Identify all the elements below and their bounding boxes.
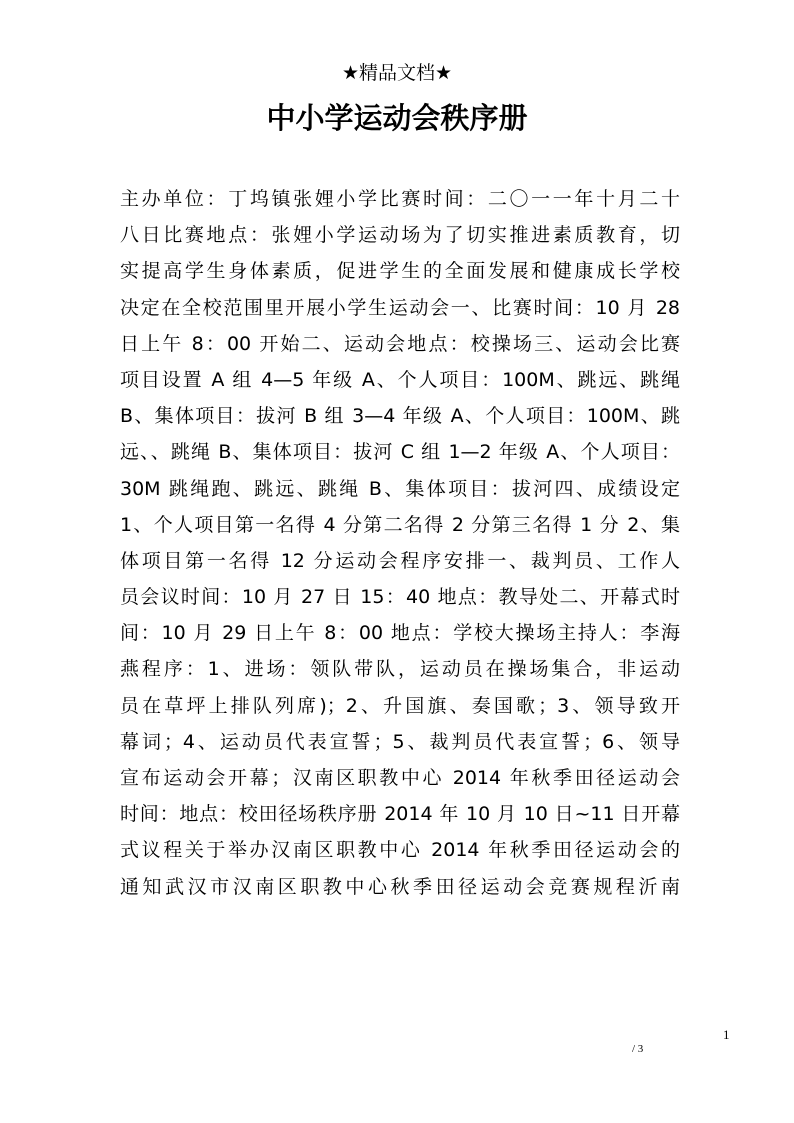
document-header: ★精品文档★ <box>341 62 453 84</box>
document-title: 中小学运动会秩序册 <box>266 101 528 135</box>
body-line: 员会议时间：10 月 27 日 15：40 地点：教导处二、开幕式时 <box>120 586 680 609</box>
body-line: 八日比赛地点：张娌小学运动场为了切实推进素质教育，切 <box>120 224 680 247</box>
page-number: 1 <box>723 1027 730 1042</box>
body-line: 1、个人项目第一名得 4 分第二名得 2 分第三名得 1 分 2、集 <box>120 513 680 536</box>
body-line: 主办单位：丁坞镇张娌小学比赛时间：二〇一一年十月二十 <box>120 188 680 210</box>
body-line: 员在草坪上排队列席)；2、升国旗、奏国歌；3、领导致开 <box>120 694 680 717</box>
body-line: 日上午 8：00 开始二、运动会地点：校操场三、运动会比赛 <box>120 332 680 355</box>
body-line: 通知武汉市汉南区职教中心秋季田径运动会竞赛规程沂南 <box>120 875 680 898</box>
body-line: 间：10 月 29 日上午 8：00 地点：学校大操场主持人：李海 <box>120 622 680 645</box>
body-line: 实提高学生身体素质，促进学生的全面发展和健康成长学校 <box>120 260 680 283</box>
body-line: 体项目第一名得 12 分运动会程序安排一、裁判员、工作人 <box>120 549 680 572</box>
body-line: 远、、跳绳 B、集体项目：拔河 C 组 1—2 年级 A、个人项目： <box>120 441 680 464</box>
page-count-footer: / 3 <box>632 1043 644 1055</box>
body-line: 决定在全校范围里开展小学生运动会一、比赛时间：10 月 28 <box>120 296 680 319</box>
body-line: 宣布运动会开幕；汉南区职教中心 2014 年秋季田径运动会 <box>120 767 680 789</box>
body-line: 式议程关于举办汉南区职教中心 2014 年秋季田径运动会的 <box>120 839 680 862</box>
body-line: 时间：地点：校田径场秩序册 2014 年 10 月 10 日~11 日开幕 <box>120 803 680 826</box>
body-line: 30M 跳绳跑、跳远、跳绳 B、集体项目：拔河四、成绩设定 <box>120 477 680 500</box>
body-line: 燕程序：1、进场：领队带队，运动员在操场集合，非运动 <box>120 658 680 681</box>
body-line: 幕词；4、运动员代表宣誓；5、裁判员代表宣誓；6、领导 <box>120 730 680 753</box>
body-paragraph <box>120 181 680 905</box>
body-line: B、集体项目：拔河 B 组 3—4 年级 A、个人项目：100M、跳 <box>120 405 680 428</box>
body-line: 项目设置 A 组 4—5 年级 A、个人项目：100M、跳远、跳绳 <box>120 368 680 391</box>
